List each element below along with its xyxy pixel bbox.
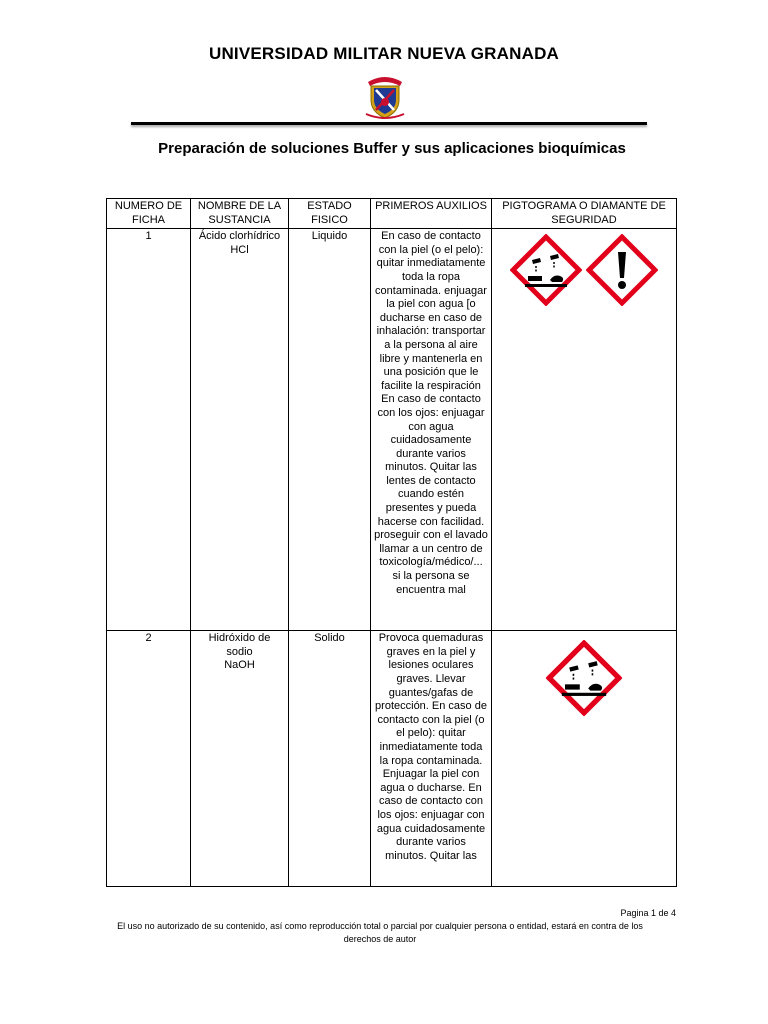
substance-formula: HCl bbox=[230, 243, 249, 256]
table-row bbox=[107, 229, 677, 631]
cell-name bbox=[191, 631, 289, 887]
cell-first-aid: Provoca quemaduras graves en la piel y lesiones oculares graves. Llevar guantes/gafas de protección. En caso de contacto con la piel (o el pelo): quitar inmediatamente toda la ropa contaminada. Enjuagar la piel con agua o ducharse. En caso de contacto con los ojos: enjuagar con agua cuidadosamente durante varios minutos. Quitar las bbox=[371, 631, 492, 887]
document-title: Preparación de soluciones Buffer y sus aplicaciones bioquímicas bbox=[158, 140, 626, 157]
substance-formula: NaOH bbox=[224, 659, 255, 672]
safety-data-table bbox=[106, 198, 677, 887]
substance-name: Ácido clorhídrico bbox=[198, 230, 281, 243]
substance-name: Hidróxido de sodio bbox=[208, 632, 271, 658]
cell-state: Solido bbox=[289, 631, 371, 887]
exclamation-pictogram-icon bbox=[586, 234, 658, 306]
copyright-notice: El uso no autorizado de su contenido, así como reproducción total o parcial por cualquier persona o entidad, estará en contra de los derechos de autor bbox=[117, 921, 643, 944]
cell-number: 1 bbox=[107, 229, 191, 631]
cell-first-aid: En caso de contacto con la piel (o el pelo): quitar inmediatamente toda la ropa contaminada. enjuagar la piel con agua [o ducharse en caso de inhalación: transportar a la persona al aire libre y mantenerla en una posición que le facilite la respiración En caso de contacto con los ojos: enjuagar con agua cuidadosamente durante varios minutos. Quitar las lentes de contacto cuando estén presentes y pueda hacerse con facilidad. proseguir con el lavado llamar a un centro de toxicología/médico/... si la persona se encuentra mal bbox=[371, 229, 492, 631]
cell-pictograms bbox=[492, 631, 677, 887]
header-first-aid: PRIMEROS AUXILIOS bbox=[371, 199, 492, 229]
corrosive-pictogram-icon bbox=[546, 640, 622, 716]
university-crest-logo bbox=[362, 70, 408, 120]
page-number: Pagina 1 de 4 bbox=[620, 908, 676, 918]
cell-number: 2 bbox=[107, 631, 191, 887]
header-number: NUMERO DE FICHA bbox=[107, 199, 191, 229]
header-pictogram: PIGTOGRAMA O DIAMANTE DE SEGURIDAD bbox=[492, 199, 677, 229]
table-row bbox=[107, 631, 677, 887]
cell-name bbox=[191, 229, 289, 631]
cell-state: Liquido bbox=[289, 229, 371, 631]
corrosive-pictogram-icon bbox=[510, 234, 582, 306]
header-state: ESTADO FISICO bbox=[289, 199, 371, 229]
university-title: UNIVERSIDAD MILITAR NUEVA GRANADA bbox=[208, 44, 560, 63]
header-name: NOMBRE DE LA SUSTANCIA bbox=[191, 199, 289, 229]
cell-pictograms bbox=[492, 229, 677, 631]
header-divider bbox=[131, 122, 647, 125]
table-header-row bbox=[107, 199, 677, 229]
